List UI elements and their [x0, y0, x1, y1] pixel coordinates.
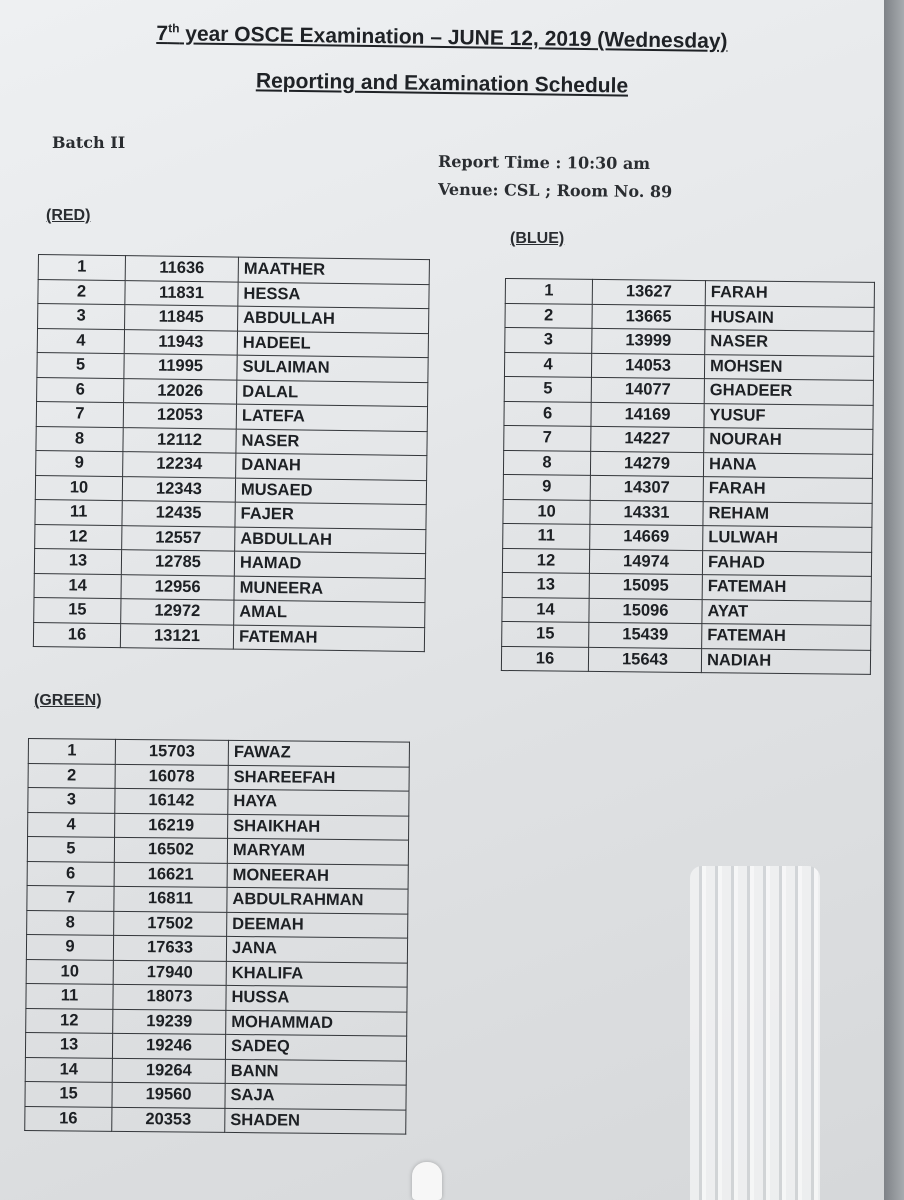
row-number: 15: [25, 1081, 112, 1106]
student-name: AYAT: [702, 599, 871, 625]
row-number: 6: [27, 861, 114, 886]
student-name: FAWAZ: [228, 740, 409, 766]
row-number: 6: [504, 401, 591, 426]
student-name: SHAIKHAH: [228, 814, 409, 840]
row-number: 16: [501, 646, 588, 671]
green-group-label: (GREEN): [34, 692, 102, 709]
green-group-table: [24, 738, 410, 1135]
student-name: HAYA: [228, 789, 409, 815]
student-name: LATEFA: [236, 404, 427, 431]
table-row: [27, 885, 408, 913]
student-id: 16078: [115, 764, 228, 790]
row-number: 11: [26, 983, 113, 1008]
student-name: SHAREEFAH: [228, 765, 409, 791]
student-id: 15439: [589, 622, 702, 648]
row-number: 8: [27, 910, 114, 935]
student-id: 12956: [121, 574, 234, 600]
student-id: 19264: [112, 1058, 225, 1084]
student-name: MOHAMMAD: [226, 1010, 407, 1036]
student-id: 12557: [122, 525, 235, 551]
row-number: 15: [34, 597, 121, 623]
row-number: 15: [502, 621, 589, 646]
row-number: 14: [34, 573, 121, 599]
table-row: [25, 1032, 406, 1060]
student-name: MONEERAH: [227, 863, 408, 889]
batch-label: Batch II: [52, 133, 126, 152]
student-id: 17502: [114, 911, 227, 937]
report-time: Report Time : 10:30 am: [437, 151, 651, 174]
student-id: 11995: [124, 354, 237, 380]
student-name: FAHAD: [702, 550, 871, 576]
row-number: 8: [36, 426, 123, 452]
student-name: ABDULRAHMAN: [227, 887, 408, 913]
student-id: 16142: [115, 788, 228, 814]
student-id: 13627: [592, 279, 705, 305]
student-name: DALAL: [237, 380, 428, 407]
student-name: HANA: [703, 452, 872, 478]
table-row: [28, 739, 409, 767]
row-number: 10: [35, 475, 122, 501]
student-id: 14077: [591, 377, 704, 403]
row-number: 6: [37, 377, 124, 403]
row-number: 16: [25, 1106, 112, 1131]
row-number: 14: [25, 1057, 112, 1082]
student-name: LULWAH: [703, 526, 872, 552]
student-id: 14331: [590, 500, 703, 526]
row-number: 7: [36, 401, 123, 427]
student-name: AMAL: [234, 600, 425, 627]
row-number: 9: [503, 474, 590, 499]
row-number: 7: [504, 425, 591, 450]
student-id: 16621: [114, 862, 227, 888]
student-name: SULAIMAN: [237, 355, 428, 382]
row-number: 9: [36, 450, 123, 476]
student-id: 13665: [592, 304, 705, 330]
row-number: 13: [25, 1032, 112, 1057]
table-row: [26, 934, 407, 962]
student-id: 11943: [124, 329, 237, 355]
table-row: [26, 983, 407, 1011]
row-number: 14: [502, 597, 589, 622]
student-id: 14169: [591, 402, 704, 428]
row-number: 3: [38, 304, 125, 330]
table-row: [28, 812, 409, 840]
student-id: 16811: [114, 886, 227, 912]
student-id: 13999: [592, 328, 705, 354]
student-id: 15703: [115, 739, 228, 765]
student-name: MUSAED: [235, 478, 426, 505]
student-name: HESSA: [238, 282, 429, 309]
student-name: SADEQ: [225, 1034, 406, 1060]
student-id: 11845: [125, 305, 238, 331]
student-id: 12112: [123, 427, 236, 453]
student-name: JANA: [226, 936, 407, 962]
table-row: [27, 861, 408, 889]
student-id: 19246: [112, 1033, 225, 1059]
student-name: FATEMAH: [702, 624, 871, 650]
row-number: 1: [28, 739, 115, 764]
student-id: 12435: [122, 501, 235, 527]
student-id: 14974: [589, 549, 702, 575]
venue: Venue: CSL ; Room No. 89: [437, 179, 673, 202]
student-name: MOHSEN: [704, 354, 873, 380]
student-name: BANN: [225, 1059, 406, 1085]
student-name: ABDULLAH: [238, 306, 429, 333]
row-number: 5: [27, 837, 114, 862]
student-name: GHADEER: [704, 379, 873, 405]
table-row: [25, 1057, 406, 1085]
blue-group-table: [501, 278, 875, 675]
student-id: 14279: [590, 451, 703, 477]
radiator: [690, 866, 820, 1200]
student-id: 13121: [120, 623, 233, 649]
student-id: 14669: [590, 524, 703, 550]
table-row: [26, 1008, 407, 1036]
table-row: [28, 788, 409, 816]
student-name: HADEEL: [237, 331, 428, 358]
row-number: 9: [26, 934, 113, 959]
table-row: [27, 910, 408, 938]
wall-edge: [884, 0, 904, 1200]
student-id: 15095: [589, 573, 702, 599]
row-number: 1: [38, 255, 125, 281]
student-name: REHAM: [703, 501, 872, 527]
student-name: KHALIFA: [226, 961, 407, 987]
student-id: 18073: [113, 984, 226, 1010]
red-group-table: [33, 254, 430, 652]
row-number: 10: [26, 959, 113, 984]
student-name: ABDULLAH: [235, 527, 426, 554]
table-row: [25, 1106, 406, 1134]
student-name: HAMAD: [234, 551, 425, 578]
student-name: DANAH: [236, 453, 427, 480]
student-name: NADIAH: [701, 648, 870, 674]
student-name: HUSSA: [226, 985, 407, 1011]
student-id: 16502: [114, 837, 227, 863]
student-name: MARYAM: [227, 838, 408, 864]
row-number: 3: [28, 788, 115, 813]
student-id: 11831: [125, 280, 238, 306]
table-row: [28, 763, 409, 791]
student-id: 12343: [122, 476, 235, 502]
row-number: 11: [35, 499, 122, 525]
student-name: NOURAH: [704, 428, 873, 454]
student-id: 12053: [123, 403, 236, 429]
student-id: 11636: [125, 256, 238, 282]
student-id: 12785: [121, 550, 234, 576]
student-name: FARAH: [705, 281, 874, 307]
student-name: SHADEN: [225, 1108, 406, 1134]
row-number: 12: [502, 548, 589, 573]
student-id: 14307: [590, 475, 703, 501]
row-number: 16: [33, 622, 120, 648]
row-number: 5: [504, 376, 591, 401]
row-number: 4: [28, 812, 115, 837]
table-row: [33, 622, 424, 652]
student-name: HUSAIN: [705, 305, 874, 331]
row-number: 12: [26, 1008, 113, 1033]
row-number: 4: [504, 352, 591, 377]
student-id: 12972: [121, 599, 234, 625]
red-group-label: (RED): [46, 207, 91, 224]
student-id: 17633: [113, 935, 226, 961]
row-number: 12: [35, 524, 122, 550]
student-id: 15096: [589, 598, 702, 624]
row-number: 13: [34, 548, 121, 574]
row-number: 7: [27, 885, 114, 910]
student-name: FATEMAH: [233, 625, 424, 652]
student-id: 12026: [124, 378, 237, 404]
student-name: SAJA: [225, 1083, 406, 1109]
row-number: 2: [28, 763, 115, 788]
row-number: 5: [37, 352, 124, 378]
row-number: 11: [503, 523, 590, 548]
row-number: 3: [505, 328, 592, 353]
table-row: [25, 1081, 406, 1109]
student-id: 20353: [112, 1107, 225, 1133]
student-name: NASER: [236, 429, 427, 456]
student-name: DEEMAH: [227, 912, 408, 938]
student-id: 19560: [112, 1082, 225, 1108]
row-number: 2: [38, 279, 125, 305]
student-name: NASER: [705, 330, 874, 356]
student-name: FAJER: [235, 502, 426, 529]
student-id: 19239: [113, 1009, 226, 1035]
student-id: 12234: [123, 452, 236, 478]
row-number: 2: [505, 303, 592, 328]
table-row: [27, 837, 408, 865]
row-number: 13: [502, 572, 589, 597]
student-id: 16219: [115, 813, 228, 839]
row-number: 8: [503, 450, 590, 475]
table-row: [501, 646, 870, 674]
row-number: 4: [37, 328, 124, 354]
student-name: FATEMAH: [702, 575, 871, 601]
student-name: MAATHER: [238, 257, 429, 284]
student-name: MUNEERA: [234, 576, 425, 603]
student-name: YUSUF: [704, 403, 873, 429]
row-number: 1: [505, 279, 592, 304]
wall-knob: [412, 1162, 442, 1200]
table-row: [26, 959, 407, 987]
student-id: 15643: [588, 647, 701, 673]
student-id: 14053: [591, 353, 704, 379]
student-name: FARAH: [703, 477, 872, 503]
page-subtitle: Reporting and Examination Schedule: [255, 69, 629, 98]
student-id: 17940: [113, 960, 226, 986]
row-number: 10: [503, 499, 590, 524]
student-id: 14227: [591, 426, 704, 452]
blue-group-label: (BLUE): [510, 230, 565, 247]
page-title: 7th year OSCE Examination – JUNE 12, 2019 (Wednesday): [156, 21, 728, 53]
